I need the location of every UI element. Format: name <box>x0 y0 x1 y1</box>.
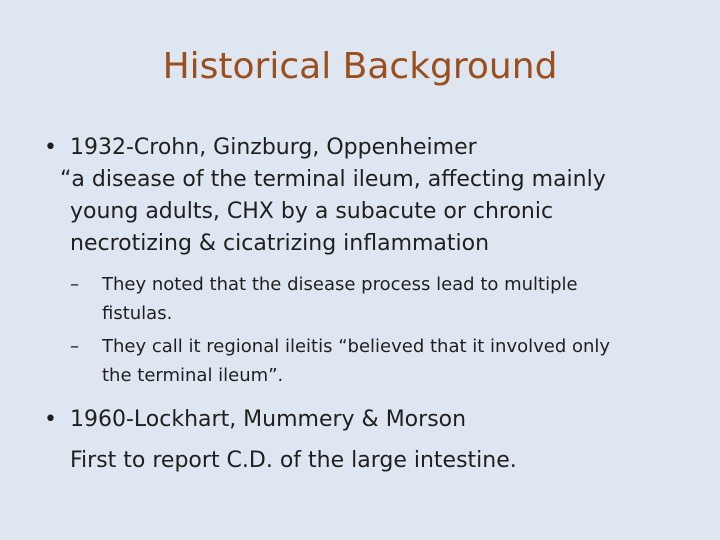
bullet-continuation-line: First to report C.D. of the large intestine. <box>70 448 517 473</box>
sub-bullet-regional-ileitis <box>44 332 694 390</box>
sub-bullet-line-2: fistulas. <box>102 303 173 324</box>
slide-body <box>44 132 694 477</box>
slide-title: Historical Background <box>162 46 558 87</box>
sub-bullet-line-2: the terminal ileum”. <box>102 365 284 386</box>
sub-bullet-fistulas <box>44 270 694 328</box>
sub-bullet-line-1: They noted that the disease process lead to multiple <box>102 274 578 295</box>
bullet-heading: 1960-Lockhart, Mummery & Morson <box>70 407 467 432</box>
bullet-heading: 1932-Crohn, Ginzburg, Oppenheimer <box>70 135 477 160</box>
bullet-icon: • <box>44 135 57 160</box>
quote-line-3: necrotizing & cicatrizing inflammation <box>70 231 490 256</box>
quote-line-2: young adults, CHX by a subacute or chronic <box>70 199 554 224</box>
bullet-item-1932 <box>44 132 694 260</box>
quote-line-1: “a disease of the terminal ileum, affecting mainly <box>60 167 606 192</box>
bullet-item-1960 <box>44 404 694 436</box>
dash-icon: – <box>70 336 79 357</box>
sub-bullet-line-1: They call it regional ileitis “believed that it involved only <box>102 336 611 357</box>
dash-icon: – <box>70 274 79 295</box>
bullet-icon: • <box>44 407 57 432</box>
